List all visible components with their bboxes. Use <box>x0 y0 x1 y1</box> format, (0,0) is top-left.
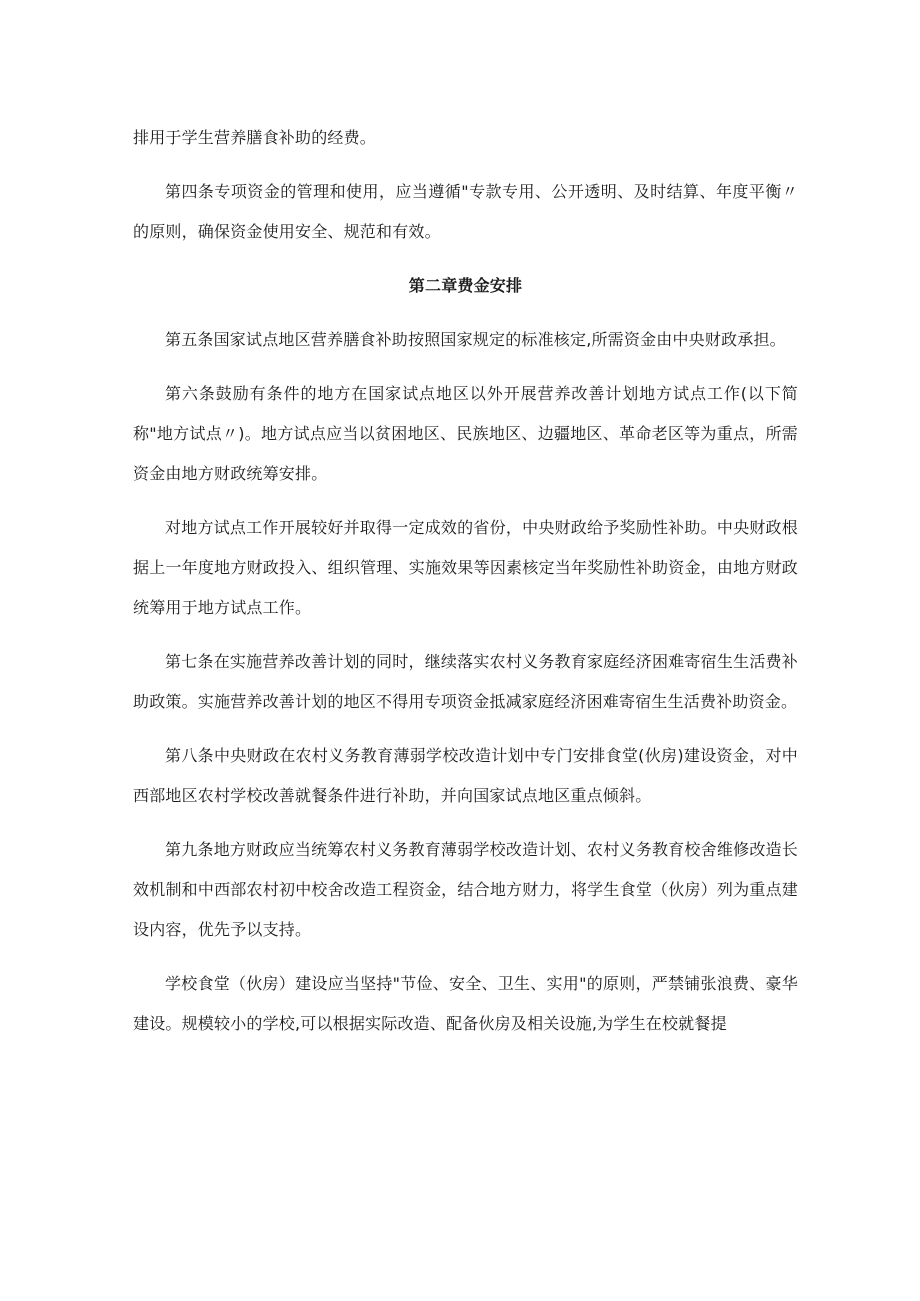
paragraph-article-9: 第九条地方财政应当统筹农村义务教育薄弱学校改造计划、农村义务教育校舍维修改造长效机制和中西部农村初中校舍改造工程资金，结合地方财力，将学生食堂（伙房）列为重点建设内容，优先予以支持。 <box>133 840 798 939</box>
paragraph-article-6: 第六条鼓励有条件的地方在国家试点地区以外开展营养改善计划地方试点工作(以下简称"地方试点〃)。地方试点应当以贫困地区、民族地区、边疆地区、革命老区等为重点，所需资金由地方财政统筹安排。 <box>133 384 798 483</box>
document-body <box>133 118 798 1058</box>
paragraph-canteen-construction: 学校食堂（伙房）建设应当坚持"节俭、安全、卫生、实用"的原则，严禁铺张浪费、豪华建设。规模较小的学校,可以根据实际改造、配备伙房及相关设施,为学生在校就餐提 <box>133 974 798 1033</box>
paragraph-article-5: 第五条国家试点地区营养膳食补助按照国家规定的标准核定,所需资金由中央财政承担。 <box>165 330 786 349</box>
paragraph-article-6-cont: 对地方试点工作开展较好并取得一定成效的省份，中央财政给予奖励性补助。中央财政根据上一年度地方财政投入、组织管理、实施效果等因素核定当年奖励性补助资金，由地方财政统筹用于地方试点工作。 <box>133 518 798 617</box>
paragraph-article-7: 第七条在实施营养改善计划的同时，继续落实农村义务教育家庭经济困难寄宿生生活费补助政策。实施营养改善计划的地区不得用专项资金抵减家庭经济困难寄宿生生活费补助资金。 <box>133 652 798 711</box>
paragraph-article-4: 第四条专项资金的管理和使用，应当遵循"专款专用、公开透明、及时结算、年度平衡〃的原则，确保资金使用安全、规范和有效。 <box>133 182 798 241</box>
chapter-heading: 第二章费金安排 <box>408 276 523 295</box>
paragraph-continuation: 排用于学生营养膳食补助的经费。 <box>133 128 377 147</box>
paragraph-article-8: 第八条中央财政在农村义务教育薄弱学校改造计划中专门安排食堂(伙房)建设资金，对中西部地区农村学校改善就餐条件进行补助，并向国家试点地区重点倾斜。 <box>133 746 798 805</box>
